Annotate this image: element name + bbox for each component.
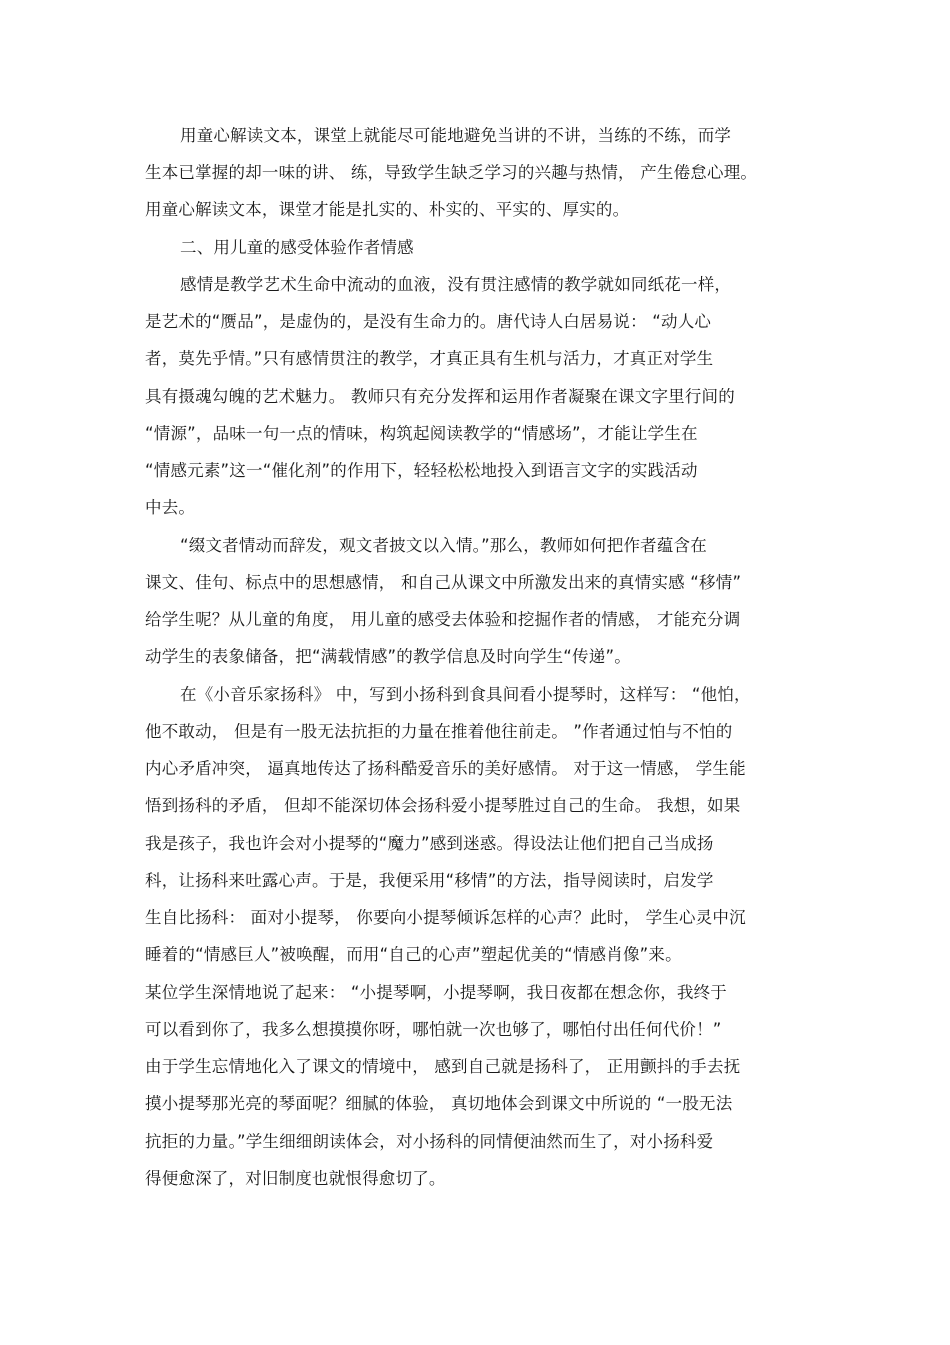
text-line-1: 用童心解读文本，课堂上就能尽可能地避免当讲的不讲，当练的不练，而学: [180, 126, 732, 145]
text-line-21: 科，让扬科来吐露心声。于是，我便采用“移情”的方法，指导阅读时，启发学: [145, 871, 714, 890]
text-line-12: “缀文者情动而辞发，观文者披文以入情。”那么，教师如何把作者蕴含在: [180, 536, 707, 555]
text-line-20: 我是孩子，我也许会对小提琴的“魔力”感到迷惑。得设法让他们把自己当成扬: [145, 834, 714, 853]
text-line-22: 生自比扬科： 面对小提琴， 你要向小提琴倾诉怎样的心声？此时， 学生心灵中沉: [145, 908, 746, 927]
text-line-24: 某位学生深情地说了起来： “小提琴啊，小提琴啊，我日夜都在想念你，我终于: [145, 983, 727, 1002]
text-line-17: 他不敢动， 但是有一股无法抗拒的力量在推着他往前走。 ”作者通过怕与不怕的: [145, 722, 733, 741]
text-line-19: 悟到扬科的矛盾， 但却不能深切体会扬科爱小提琴胜过自己的生命。 我想，如果: [145, 796, 741, 815]
text-line-10: “情感元素”这一“催化剂”的作用下，轻轻松松地投入到语言文字的实践活动: [145, 461, 698, 480]
text-line-8: 具有摄魂勾魄的艺术魅力。 教师只有充分发挥和运用作者凝聚在课文字里行间的: [145, 387, 735, 406]
text-line-9: “情源”，品味一句一点的情味，构筑起阅读教学的“情感场”，才能让学生在: [145, 424, 698, 443]
text-line-27: 摸小提琴那光亮的琴面呢？细腻的体验， 真切地体会到课文中所说的 “一股无法: [145, 1094, 733, 1113]
text-line-13: 课文、佳句、标点中的思想感情， 和自己从课文中所激发出来的真情实感 “移情”: [145, 573, 742, 592]
text-line-16: 在《小音乐家扬科》 中，写到小扬科到食具间看小提琴时，这样写： “他怕，: [180, 685, 751, 704]
text-line-28: 抗拒的力量。”学生细细朗读体会，对小扬科的同情便油然而生了，对小扬科爱: [145, 1132, 714, 1151]
text-line-11: 中去。: [145, 498, 196, 517]
text-line-25: 可以看到你了，我多么想摸摸你呀，哪怕就一次也够了，哪怕付出任何代价！”: [145, 1020, 722, 1039]
text-line-2: 生本已掌握的却一味的讲、 练，导致学生缺乏学习的兴趣与热情， 产生倦怠心理。: [145, 163, 758, 182]
text-line-26: 由于学生忘情地化入了课文的情境中， 感到自己就是扬科了， 正用颤抖的手去抚: [145, 1057, 741, 1076]
text-line-3: 用童心解读文本，课堂才能是扎实的、朴实的、平实的、厚实的。: [145, 200, 630, 219]
text-line-15: 动学生的表象储备，把“满载情感”的教学信息及时向学生“传递”。: [145, 647, 631, 666]
text-line-5: 感情是教学艺术生命中流动的血液，没有贯注感情的教学就如同纸花一样，: [180, 275, 732, 294]
text-line-7: 者，莫先乎情。”只有感情贯注的教学，才真正具有生机与活力，才真正对学生: [145, 349, 714, 368]
text-line-23: 睡着的“情感巨人”被唤醒，而用“自己的心声”塑起优美的“情感肖像”来。: [145, 945, 682, 964]
section-heading: 二、用儿童的感受体验作者情感: [180, 238, 414, 257]
text-line-14: 给学生呢？从儿童的角度， 用儿童的感受去体验和挖掘作者的情感， 才能充分调: [145, 610, 741, 629]
text-line-6: 是艺术的“赝品”，是虚伪的，是没有生命力的。唐代诗人白居易说： “动人心: [145, 312, 712, 331]
text-line-18: 内心矛盾冲突， 逼真地传达了扬科酷爱音乐的美好感情。 对于这一情感， 学生能: [145, 759, 746, 778]
text-line-29: 得便愈深了，对旧制度也就恨得愈切了。: [145, 1169, 446, 1188]
